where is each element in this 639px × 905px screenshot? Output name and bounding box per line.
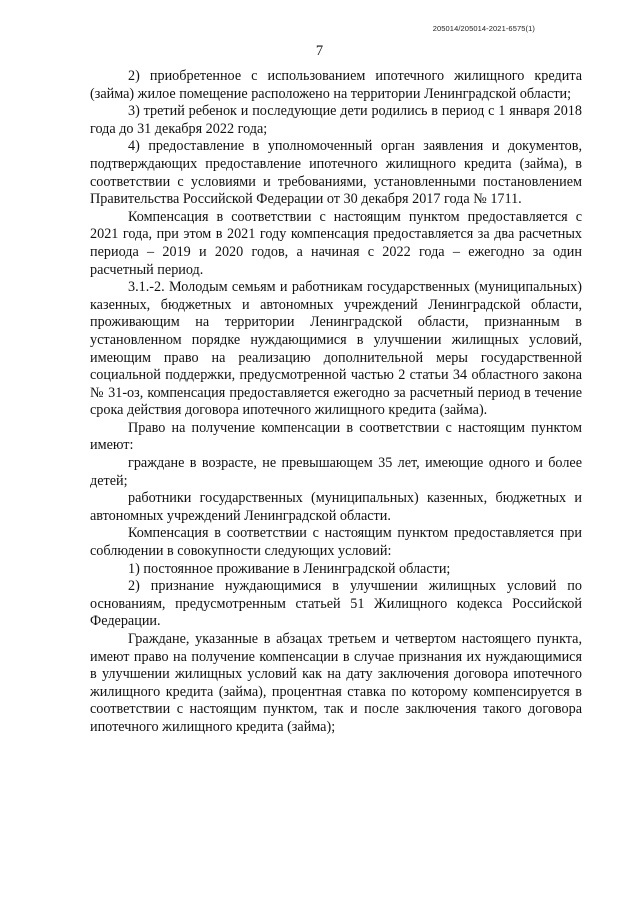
paragraph-eligibility-workers: работники государственных (муниципальных) казенных, бюджетных и автономных учреждений Ленинградской области. [90, 490, 582, 524]
paragraph-section-3-1-2: 3.1.-2. Молодым семьям и работникам государственных (муниципальных) казенных, бюджетных и автономных учреждений Ленинградской области, проживающим на территории Ленинградской области, признанным в установленном порядке нуждающимися в улучшении жилищных условий, имеющим право на реализацию дополнительной меры государственной социальной поддержки, предусмотренной частью 2 статьи 34 областного закона № 31-оз, компенсация предоставляется ежегодно за расчетный период в течение срока действия договора ипотечного жилищного кредита (займа). [90, 279, 582, 419]
paragraph-condition-4: 4) предоставление в уполномоченный орган заявления и документов, подтверждающих предоставление ипотечного жилищного кредита (займа), в соответствии с условиями и требованиями, установленными постановлением Правительства Российской Федерации от 30 декабря 2017 года № 1711. [90, 138, 582, 208]
paragraph-citizens-right: Граждане, указанные в абзацах третьем и четвертом настоящего пункта, имеют право на получение компенсации в случае признания их нуждающимися в улучшении жилищных условий как на дату заключения договора ипотечного жилищного кредита (займа), процентная ставка по которому компенсируется в соответствии с настоящим пунктом, так и после заключения такого договора ипотечного жилищного кредита (займа); [90, 631, 582, 735]
paragraph-condition-2: 2) приобретенное с использованием ипотечного жилищного кредита (займа) жилое помещение расположено на территории Ленинградской области; [90, 68, 582, 102]
paragraph-conditions-intro: Компенсация в соответствии с настоящим пунктом предоставляется при соблюдении в совокупности следующих условий: [90, 525, 582, 560]
paragraph-condition-3: 3) третий ребенок и последующие дети родились в период с 1 января 2018 года до 31 декабря 2022 года; [90, 103, 582, 137]
document-body [90, 68, 582, 737]
paragraph-eligibility-young: граждане в возрасте, не превышающем 35 лет, имеющие одного и более детей; [90, 455, 582, 489]
page-number: 7 [315, 43, 324, 59]
document-id: 205014/205014-2021-6575(1) [432, 24, 535, 33]
paragraph-compensation-period: Компенсация в соответствии с настоящим пунктом предоставляется с 2021 года, при этом в 2021 году компенсация предоставляется за два расчетных периода – 2019 и 2020 годов, а начиная с 2022 года – ежегодно за один расчетный период. [90, 208, 582, 278]
paragraph-eligibility-intro: Право на получение компенсации в соответствии с настоящим пунктом имеют: [90, 419, 582, 454]
paragraph-condition-need: 2) признание нуждающимися в улучшении жилищных условий по основаниям, предусмотренным статьей 51 Жилищного кодекса Российской Федерации. [90, 578, 582, 630]
paragraph-condition-residence: 1) постоянное проживание в Ленинградской области; [128, 560, 451, 577]
